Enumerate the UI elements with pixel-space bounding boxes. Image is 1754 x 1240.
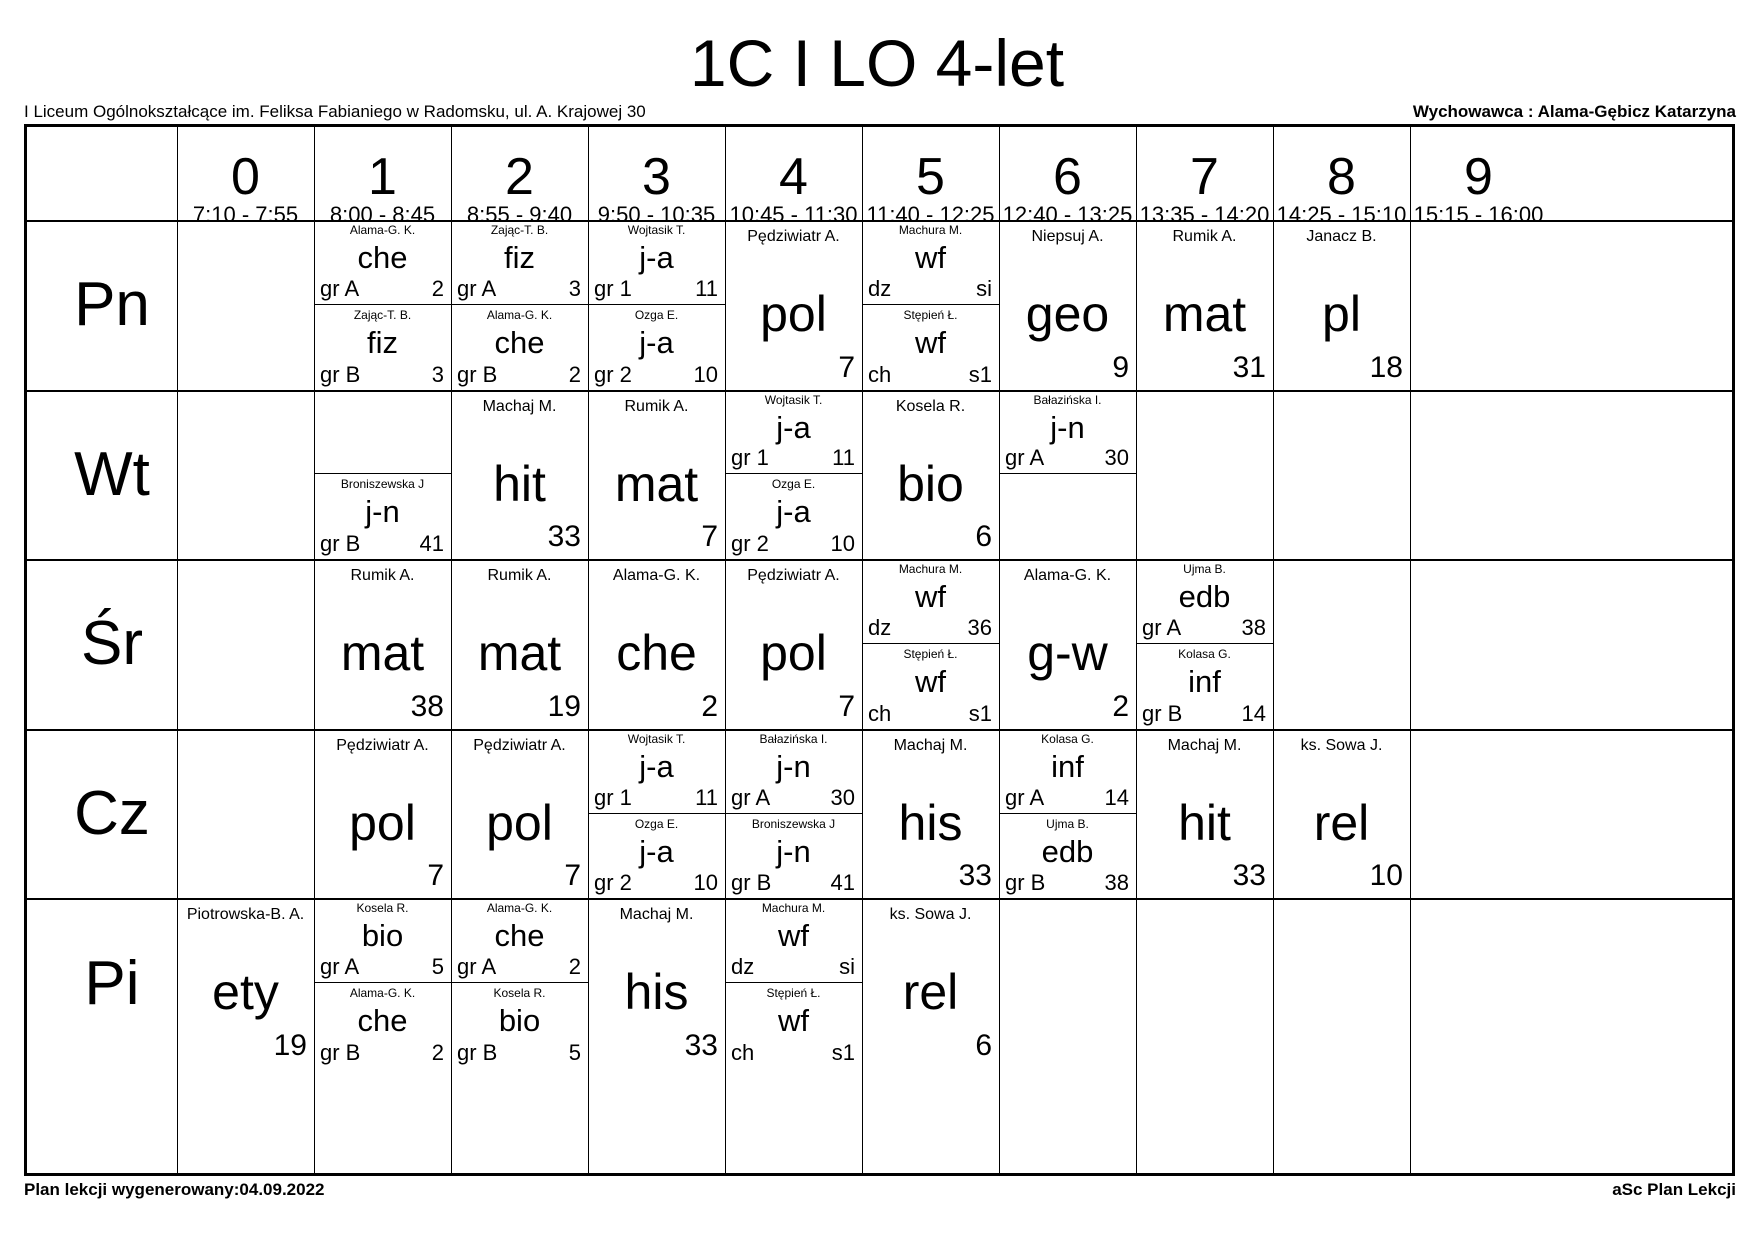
page-title: 1C I LO 4-let bbox=[689, 26, 1065, 100]
lesson-half-top bbox=[314, 898, 451, 983]
lesson-teacher: Rumik A. bbox=[350, 567, 415, 585]
lesson-half-bottom bbox=[725, 814, 862, 899]
lesson-room: 41 bbox=[830, 870, 855, 896]
lesson-group: gr A bbox=[320, 954, 360, 980]
lesson-subject: wf bbox=[915, 324, 946, 360]
lesson-half-top bbox=[999, 729, 1136, 814]
period-number: 5 bbox=[916, 148, 945, 206]
lesson-group: gr A bbox=[731, 784, 771, 810]
period-header bbox=[1273, 127, 1410, 232]
lesson-teacher: Niepsuj A. bbox=[1031, 228, 1104, 245]
lesson-subject: pol bbox=[760, 286, 827, 342]
lesson-subject: fiz bbox=[504, 240, 535, 275]
lesson-room: s1 bbox=[968, 361, 992, 387]
lesson-room: 6 bbox=[975, 520, 992, 554]
period-number: 1 bbox=[368, 148, 397, 206]
lesson-half-top bbox=[725, 898, 862, 983]
day-label: Wt bbox=[74, 439, 150, 509]
period-time: 13:35 - 14:20 bbox=[1139, 202, 1270, 227]
lesson-cell bbox=[1273, 729, 1410, 899]
period-header bbox=[314, 127, 451, 232]
period-header bbox=[999, 127, 1136, 232]
lesson-half-bottom bbox=[999, 474, 1136, 559]
lesson-subject: edb bbox=[1178, 579, 1231, 615]
lesson-teacher: Kosela R. bbox=[493, 986, 546, 1001]
lesson-teacher: Ozga E. bbox=[771, 477, 816, 492]
timetable-grid bbox=[24, 124, 1735, 1176]
lesson-cell bbox=[1136, 220, 1273, 390]
lesson-cell bbox=[588, 559, 725, 729]
lesson-teacher: Machaj M. bbox=[619, 906, 694, 924]
lesson-teacher: Piotrowska-B. A. bbox=[186, 906, 305, 924]
lesson-teacher: Zając-T. B. bbox=[490, 223, 549, 237]
lesson-room: 3 bbox=[568, 275, 581, 301]
lesson-teacher: Alama-G. K. bbox=[1023, 567, 1112, 585]
lesson-subject: j-a bbox=[639, 748, 674, 784]
lesson-teacher: ks. Sowa J. bbox=[889, 906, 972, 924]
lesson-teacher: Wojtasik T. bbox=[627, 731, 686, 746]
lesson-room: 14 bbox=[1241, 700, 1266, 726]
lesson-teacher: Machaj M. bbox=[482, 397, 557, 415]
lesson-cell bbox=[451, 729, 588, 899]
period-time: 15:15 - 16:00 bbox=[1413, 202, 1544, 227]
lesson-half-top bbox=[862, 559, 999, 644]
lesson-half-bottom bbox=[1136, 644, 1273, 729]
lesson-group: gr A bbox=[457, 954, 497, 980]
lesson-room: 6 bbox=[975, 1028, 992, 1062]
lesson-group: gr B bbox=[320, 531, 361, 557]
lesson-teacher: Machaj M. bbox=[893, 736, 968, 754]
period-time: 8:00 - 8:45 bbox=[329, 202, 436, 227]
lesson-subject: j-n bbox=[776, 833, 811, 869]
day-label: Pn bbox=[74, 270, 150, 340]
lesson-subject: g-w bbox=[1027, 625, 1108, 682]
lesson-half-top bbox=[588, 729, 725, 814]
lesson-room: 2 bbox=[701, 689, 718, 723]
lesson-teacher: Broniszewska J bbox=[340, 477, 425, 492]
lesson-cell bbox=[862, 390, 999, 560]
lesson-half-bottom bbox=[588, 814, 725, 899]
lesson-cell bbox=[177, 898, 314, 1068]
lesson-cell bbox=[999, 220, 1136, 390]
lesson-room: 31 bbox=[1232, 350, 1266, 384]
lesson-group: gr A bbox=[320, 275, 360, 301]
lesson-half-top bbox=[862, 220, 999, 305]
lesson-teacher: Machura M. bbox=[761, 901, 826, 916]
period-number: 9 bbox=[1464, 148, 1493, 206]
lesson-room: 5 bbox=[568, 1039, 581, 1065]
lesson-teacher: Pędziwiatr A. bbox=[336, 736, 429, 754]
lesson-group: ch bbox=[731, 1039, 755, 1065]
period-header bbox=[725, 127, 862, 232]
lesson-teacher: Janacz B. bbox=[1306, 228, 1377, 245]
lesson-group: gr B bbox=[731, 870, 772, 896]
lesson-subject: his bbox=[624, 964, 689, 1021]
lesson-teacher: Ujma B. bbox=[1183, 562, 1226, 577]
lesson-room: 3 bbox=[431, 361, 444, 387]
lesson-room: 7 bbox=[701, 520, 718, 554]
lesson-group: dz bbox=[868, 614, 892, 640]
lesson-teacher: Machura M. bbox=[898, 562, 963, 577]
lesson-room: si bbox=[839, 954, 855, 980]
period-time: 11:40 - 12:25 bbox=[866, 202, 995, 227]
period-time: 9:50 - 10:35 bbox=[597, 202, 716, 227]
lesson-group: gr B bbox=[1005, 870, 1046, 896]
software-name: aSc Plan Lekcji bbox=[1612, 1180, 1736, 1199]
lesson-group: dz bbox=[868, 275, 892, 301]
lesson-cell bbox=[588, 898, 725, 1068]
lesson-half-bottom bbox=[314, 983, 451, 1068]
lesson-cell bbox=[999, 559, 1136, 729]
lesson-half-bottom bbox=[314, 305, 451, 390]
lesson-room: 7 bbox=[564, 859, 581, 893]
lesson-teacher: Bałazińska I. bbox=[759, 731, 828, 746]
lesson-group: gr 1 bbox=[731, 445, 769, 471]
lesson-group: gr B bbox=[1142, 700, 1183, 726]
period-header bbox=[177, 127, 314, 232]
lesson-subject: mat bbox=[477, 625, 562, 682]
lesson-subject: inf bbox=[1051, 748, 1084, 784]
lesson-room: 2 bbox=[431, 1039, 444, 1065]
lesson-group: gr 2 bbox=[731, 531, 769, 557]
period-number: 7 bbox=[1190, 148, 1219, 206]
lesson-teacher: Stępień Ł. bbox=[903, 307, 958, 322]
lesson-room: 33 bbox=[684, 1028, 718, 1062]
lesson-room: 7 bbox=[838, 350, 855, 384]
lesson-teacher: Alama-G. K. bbox=[486, 901, 553, 916]
lesson-subject: bio bbox=[498, 1003, 541, 1039]
lesson-room: 11 bbox=[695, 275, 718, 301]
lesson-teacher: Rumik A. bbox=[624, 397, 689, 415]
period-number: 4 bbox=[779, 148, 808, 206]
lesson-subject: wf bbox=[778, 918, 809, 954]
lesson-room: s1 bbox=[831, 1039, 855, 1065]
lesson-teacher: Alama-G. K. bbox=[349, 986, 416, 1001]
lesson-room: si bbox=[976, 275, 992, 301]
lesson-cell bbox=[314, 559, 451, 729]
lesson-cell bbox=[1136, 729, 1273, 899]
lesson-room: 10 bbox=[830, 531, 855, 557]
lesson-group: ch bbox=[868, 700, 892, 726]
lesson-half-top bbox=[999, 390, 1136, 475]
lesson-cell bbox=[862, 729, 999, 899]
lesson-room: s1 bbox=[968, 700, 992, 726]
period-time: 10:45 - 11:30 bbox=[729, 202, 858, 227]
lesson-teacher: Wojtasik T. bbox=[764, 392, 823, 407]
lesson-teacher: Stępień Ł. bbox=[766, 986, 821, 1001]
lesson-cell bbox=[1273, 220, 1410, 390]
lesson-subject: pol bbox=[349, 794, 416, 851]
lesson-half-bottom bbox=[725, 474, 862, 559]
lesson-half-bottom bbox=[862, 305, 999, 390]
lesson-teacher: Kolasa G. bbox=[1041, 731, 1094, 746]
lesson-subject: fiz bbox=[367, 324, 398, 360]
period-number: 0 bbox=[231, 148, 260, 206]
lesson-subject: che bbox=[616, 625, 697, 682]
lesson-half-top bbox=[725, 729, 862, 814]
lesson-teacher: Machaj M. bbox=[1167, 736, 1242, 754]
day-label: Śr bbox=[81, 609, 143, 679]
lesson-subject: edb bbox=[1041, 833, 1094, 869]
lesson-subject: inf bbox=[1188, 664, 1221, 699]
lesson-room: 7 bbox=[427, 859, 444, 893]
lesson-room: 2 bbox=[568, 361, 581, 387]
lesson-subject: j-n bbox=[1050, 409, 1085, 445]
lesson-subject: bio bbox=[897, 455, 964, 512]
lesson-teacher: Wojtasik T. bbox=[627, 223, 686, 237]
period-header bbox=[1410, 127, 1547, 232]
lesson-half-top bbox=[451, 220, 588, 305]
lesson-half-top bbox=[588, 220, 725, 305]
lesson-cell bbox=[725, 220, 862, 390]
lesson-subject: pl bbox=[1322, 286, 1361, 342]
period-header bbox=[1136, 127, 1273, 232]
lesson-teacher: Alama-G. K. bbox=[486, 307, 553, 322]
lesson-subject: che bbox=[357, 1003, 408, 1039]
lesson-cell bbox=[451, 390, 588, 560]
lesson-half-bottom bbox=[999, 814, 1136, 899]
lesson-group: gr A bbox=[1005, 445, 1045, 471]
lesson-room: 14 bbox=[1104, 784, 1129, 810]
period-time: 7:10 - 7:55 bbox=[192, 202, 299, 227]
lesson-subject: j-a bbox=[776, 409, 811, 445]
lesson-group: gr 2 bbox=[594, 870, 632, 896]
day-label: Pi bbox=[84, 948, 140, 1018]
lesson-group: gr A bbox=[457, 275, 497, 301]
lesson-room: 10 bbox=[693, 361, 718, 387]
lesson-half-bottom bbox=[862, 644, 999, 729]
lesson-teacher: Alama-G. K. bbox=[612, 567, 701, 585]
lesson-half-bottom bbox=[314, 474, 451, 559]
lesson-half-top bbox=[725, 390, 862, 475]
lesson-room: 38 bbox=[1241, 614, 1266, 640]
period-number: 8 bbox=[1327, 148, 1356, 206]
lesson-room: 30 bbox=[1104, 445, 1129, 471]
lesson-room: 18 bbox=[1369, 350, 1403, 384]
lesson-half-top bbox=[314, 220, 451, 305]
lesson-cell bbox=[314, 729, 451, 899]
period-number: 3 bbox=[642, 148, 671, 206]
lesson-half-bottom bbox=[451, 983, 588, 1068]
class-tutor: Wychowawca : Alama-Gębicz Katarzyna bbox=[1412, 102, 1736, 121]
lesson-subject: che bbox=[494, 324, 545, 360]
lesson-teacher: Pędziwiatr A. bbox=[473, 736, 566, 754]
lesson-half-top bbox=[1136, 559, 1273, 644]
lesson-subject: wf bbox=[915, 240, 946, 275]
lesson-room: 5 bbox=[431, 954, 444, 980]
lesson-cell bbox=[451, 559, 588, 729]
lesson-room: 10 bbox=[1369, 859, 1403, 893]
period-time: 12:40 - 13:25 bbox=[1002, 202, 1133, 227]
lesson-room: 38 bbox=[410, 689, 444, 723]
lesson-teacher: Pędziwiatr A. bbox=[747, 567, 840, 585]
lesson-teacher: Kosela R. bbox=[356, 901, 409, 916]
lesson-room: 36 bbox=[967, 614, 992, 640]
lesson-teacher: Kolasa G. bbox=[1178, 647, 1231, 661]
lesson-group: gr 1 bbox=[594, 275, 632, 301]
lesson-teacher: Alama-G. K. bbox=[349, 223, 416, 237]
lesson-teacher: Rumik A. bbox=[1172, 228, 1237, 245]
lesson-group: gr A bbox=[1142, 614, 1182, 640]
lesson-teacher: ks. Sowa J. bbox=[1300, 736, 1383, 754]
lesson-subject: j-a bbox=[639, 240, 674, 275]
lesson-room: 33 bbox=[547, 520, 581, 554]
lesson-teacher: Machura M. bbox=[898, 223, 963, 237]
lesson-room: 19 bbox=[273, 1028, 307, 1062]
lesson-subject: his bbox=[898, 794, 963, 851]
lesson-group: gr B bbox=[457, 1039, 498, 1065]
lesson-room: 11 bbox=[695, 784, 718, 810]
lesson-group: gr 2 bbox=[594, 361, 632, 387]
period-header bbox=[862, 127, 999, 232]
lesson-teacher: Broniszewska J bbox=[751, 816, 836, 831]
lesson-group: ch bbox=[868, 361, 892, 387]
lesson-subject: che bbox=[357, 240, 408, 275]
lesson-subject: bio bbox=[361, 918, 404, 954]
lesson-subject: ety bbox=[212, 964, 279, 1021]
period-time: 8:55 - 9:40 bbox=[466, 202, 573, 227]
lesson-room: 10 bbox=[693, 870, 718, 896]
lesson-teacher: Ozga E. bbox=[634, 816, 679, 831]
lesson-room: 33 bbox=[958, 859, 992, 893]
lesson-teacher: Rumik A. bbox=[487, 567, 552, 585]
lesson-subject: pol bbox=[486, 794, 553, 851]
lesson-subject: mat bbox=[340, 625, 425, 682]
day-label: Cz bbox=[74, 779, 150, 849]
lesson-cell bbox=[725, 559, 862, 729]
lesson-half-bottom bbox=[588, 305, 725, 390]
lesson-subject: hit bbox=[1178, 794, 1231, 851]
lesson-subject: j-a bbox=[639, 833, 674, 869]
lesson-teacher: Kosela R. bbox=[895, 397, 966, 415]
lesson-room: 2 bbox=[568, 954, 581, 980]
lesson-half-top bbox=[314, 390, 451, 475]
lesson-subject: wf bbox=[915, 664, 946, 699]
lesson-subject: j-a bbox=[639, 324, 674, 360]
lesson-teacher: Pędziwiatr A. bbox=[747, 228, 840, 245]
school-name: I Liceum Ogólnokształcące im. Feliksa Fabianiego w Radomsku, ul. A. Krajowej 30 bbox=[24, 102, 646, 121]
lesson-group: dz bbox=[731, 954, 755, 980]
lesson-room: 9 bbox=[1112, 350, 1129, 384]
lesson-subject: pol bbox=[760, 625, 827, 682]
lesson-cell bbox=[862, 898, 999, 1068]
lesson-room: 30 bbox=[830, 784, 855, 810]
lesson-group: gr B bbox=[457, 361, 498, 387]
lesson-half-top bbox=[451, 898, 588, 983]
lesson-room: 2 bbox=[1112, 689, 1129, 723]
lesson-subject: che bbox=[494, 918, 545, 954]
lesson-room: 38 bbox=[1104, 870, 1129, 896]
lesson-group: gr B bbox=[320, 361, 361, 387]
lesson-subject: hit bbox=[493, 455, 546, 512]
lesson-subject: rel bbox=[1313, 794, 1370, 851]
lesson-group: gr B bbox=[320, 1039, 361, 1065]
lesson-teacher: Ozga E. bbox=[634, 307, 679, 322]
lesson-subject: mat bbox=[614, 455, 699, 512]
lesson-room: 11 bbox=[832, 445, 855, 471]
generated-date: Plan lekcji wygenerowany:04.09.2022 bbox=[24, 1180, 325, 1199]
lesson-teacher: Ujma B. bbox=[1046, 816, 1089, 831]
lesson-subject: mat bbox=[1162, 286, 1247, 342]
lesson-room: 33 bbox=[1232, 859, 1266, 893]
lesson-room: 19 bbox=[547, 689, 581, 723]
period-number: 6 bbox=[1053, 148, 1082, 206]
lesson-subject: wf bbox=[915, 579, 946, 615]
lesson-room: 41 bbox=[419, 531, 444, 557]
lesson-teacher: Bałazińska I. bbox=[1033, 392, 1102, 407]
lesson-cell bbox=[588, 390, 725, 560]
lesson-subject: j-n bbox=[365, 494, 400, 530]
lesson-room: 7 bbox=[838, 689, 855, 723]
lesson-group: gr A bbox=[1005, 784, 1045, 810]
lesson-room: 2 bbox=[431, 275, 444, 301]
lesson-half-bottom bbox=[451, 305, 588, 390]
lesson-subject: j-n bbox=[776, 748, 811, 784]
period-number: 2 bbox=[505, 148, 534, 206]
lesson-teacher: Zając-T. B. bbox=[353, 307, 412, 322]
lesson-subject: wf bbox=[778, 1003, 809, 1039]
lesson-group: gr 1 bbox=[594, 784, 632, 810]
period-header bbox=[451, 127, 588, 232]
lesson-subject: j-a bbox=[776, 494, 811, 530]
lesson-half-bottom bbox=[725, 983, 862, 1068]
lesson-subject: rel bbox=[902, 964, 959, 1021]
column-divider bbox=[1410, 127, 1411, 1173]
lesson-subject: geo bbox=[1025, 286, 1110, 342]
lesson-teacher: Stępień Ł. bbox=[903, 647, 958, 661]
period-header bbox=[588, 127, 725, 232]
period-time: 14:25 - 15:10 bbox=[1276, 202, 1407, 227]
